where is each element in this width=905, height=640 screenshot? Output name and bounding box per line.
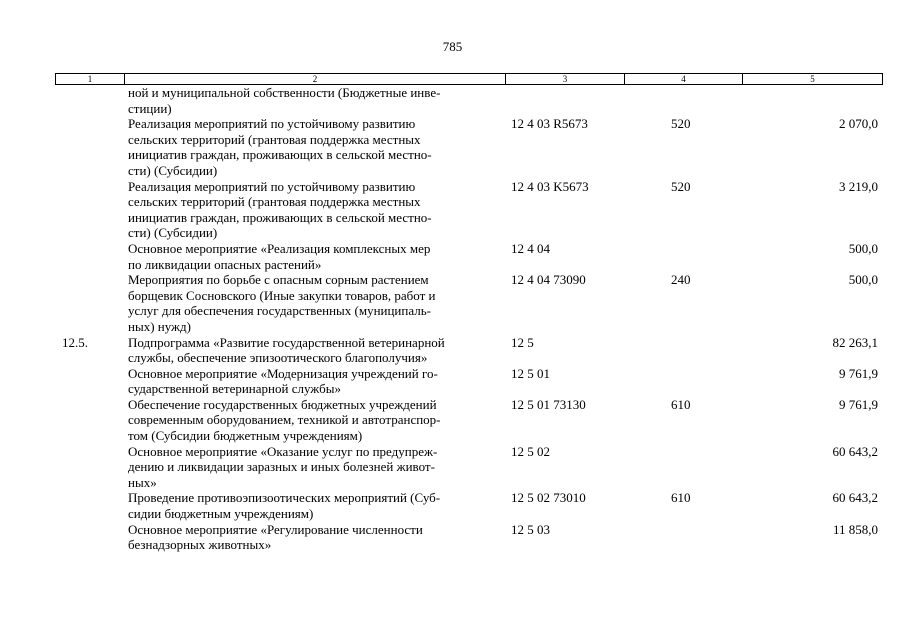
description-line: ных) нужд) [128,318,191,334]
header-col-5: 5 [810,74,815,84]
description-line: том (Субсидии бюджетным учреждениям) [128,428,363,444]
expense-type: 610 [671,490,691,506]
description-line: сти) (Субсидии) [128,162,218,178]
budget-code: 12 4 03 K5673 [511,178,589,194]
header-col-1: 1 [56,74,125,84]
header-col-2: 2 [125,74,506,84]
budget-code: 12 4 04 [511,240,550,256]
amount: 3 219,0 [839,178,878,194]
row-description [128,444,496,491]
budget-code: 12 5 01 73130 [511,396,586,412]
row-description [128,366,496,397]
budget-code: 12 4 04 73090 [511,272,586,288]
description-line: Основное мероприятие «Модернизация учреждений го- [128,365,438,381]
description-line: ных» [128,474,157,490]
budget-code: 12 5 [511,334,534,350]
description-line: стиции) [128,100,172,116]
table-row [0,397,905,444]
row-description [128,490,496,521]
table-body [0,85,905,553]
description-line: службы, обеспечение эпизоотического благополучия» [128,350,428,366]
row-description [128,272,496,334]
table-row [0,241,905,272]
budget-code: 12 5 03 [511,521,550,537]
description-line: Проведение противоэпизоотических мероприятий (Суб- [128,490,441,506]
row-description [128,335,496,366]
budget-code: 12 4 03 R5673 [511,116,588,132]
table-row [0,366,905,397]
description-line: Основное мероприятие «Реализация комплексных мер [128,240,431,256]
amount: 60 643,2 [832,443,878,459]
description-line: сидии бюджетным учреждениям) [128,506,314,522]
budget-code: 12 5 02 73010 [511,490,586,506]
description-line: борщевик Сосновского (Иные закупки товаров, работ и [128,287,436,303]
row-description [128,522,496,553]
expense-type: 610 [671,396,691,412]
row-description [128,85,496,116]
description-line: Подпрограмма «Развитие государственной ветеринарной [128,334,445,350]
header-col-3: 3 [506,74,625,84]
table-row [0,444,905,491]
description-line: сударственной ветеринарной службы» [128,381,341,397]
description-line: Основное мероприятие «Оказание услуг по предупреж- [128,443,438,459]
description-line: Мероприятия по борьбе с опасным сорным растением [128,272,429,288]
expense-type: 520 [671,178,691,194]
description-line: инициатив граждан, проживающих в сельской местно- [128,147,432,163]
table-row [0,85,905,116]
description-line: сти) (Субсидии) [128,225,218,241]
row-description [128,116,496,178]
table-row [0,490,905,521]
row-description [128,179,496,241]
description-line: Обеспечение государственных бюджетных учреждений [128,396,437,412]
table-row [0,179,905,241]
description-line: дению и ликвидации заразных и иных болезней живот- [128,459,435,475]
amount: 82 263,1 [832,334,878,350]
amount: 9 761,9 [839,396,878,412]
table-row [0,522,905,553]
table-row [0,116,905,178]
description-line: Основное мероприятие «Регулирование численности [128,521,423,537]
description-line: сельских территорий (грантовая поддержка местных [128,194,421,210]
description-line: безнадзорных животных» [128,537,272,553]
row-description [128,241,496,272]
description-line: сельских территорий (грантовая поддержка местных [128,131,421,147]
amount: 9 761,9 [839,365,878,381]
amount: 500,0 [848,272,878,288]
budget-code: 12 5 01 [511,365,550,381]
description-line: ной и муниципальной собственности (Бюджетные инве- [128,85,441,100]
page-number: 785 [442,39,463,54]
description-line: современным оборудованием, техникой и автотранспор- [128,412,441,428]
amount: 60 643,2 [832,490,878,506]
description-line: услуг для обеспечения государственных (муниципаль- [128,303,431,319]
expense-type: 520 [671,116,691,132]
description-line: инициатив граждан, проживающих в сельской местно- [128,209,432,225]
header-col-4: 4 [625,74,743,84]
amount: 2 070,0 [839,116,878,132]
row-number: 12.5. [62,334,88,350]
description-line: Реализация мероприятий по устойчивому развитию [128,116,416,132]
amount: 500,0 [848,240,878,256]
table-row [0,335,905,366]
table-header [55,73,883,85]
row-description [128,397,496,444]
amount: 11 858,0 [832,521,878,537]
table-row [0,272,905,334]
budget-code: 12 5 02 [511,443,550,459]
description-line: Реализация мероприятий по устойчивому развитию [128,178,416,194]
description-line: по ликвидации опасных растений» [128,256,322,272]
expense-type: 240 [671,272,691,288]
